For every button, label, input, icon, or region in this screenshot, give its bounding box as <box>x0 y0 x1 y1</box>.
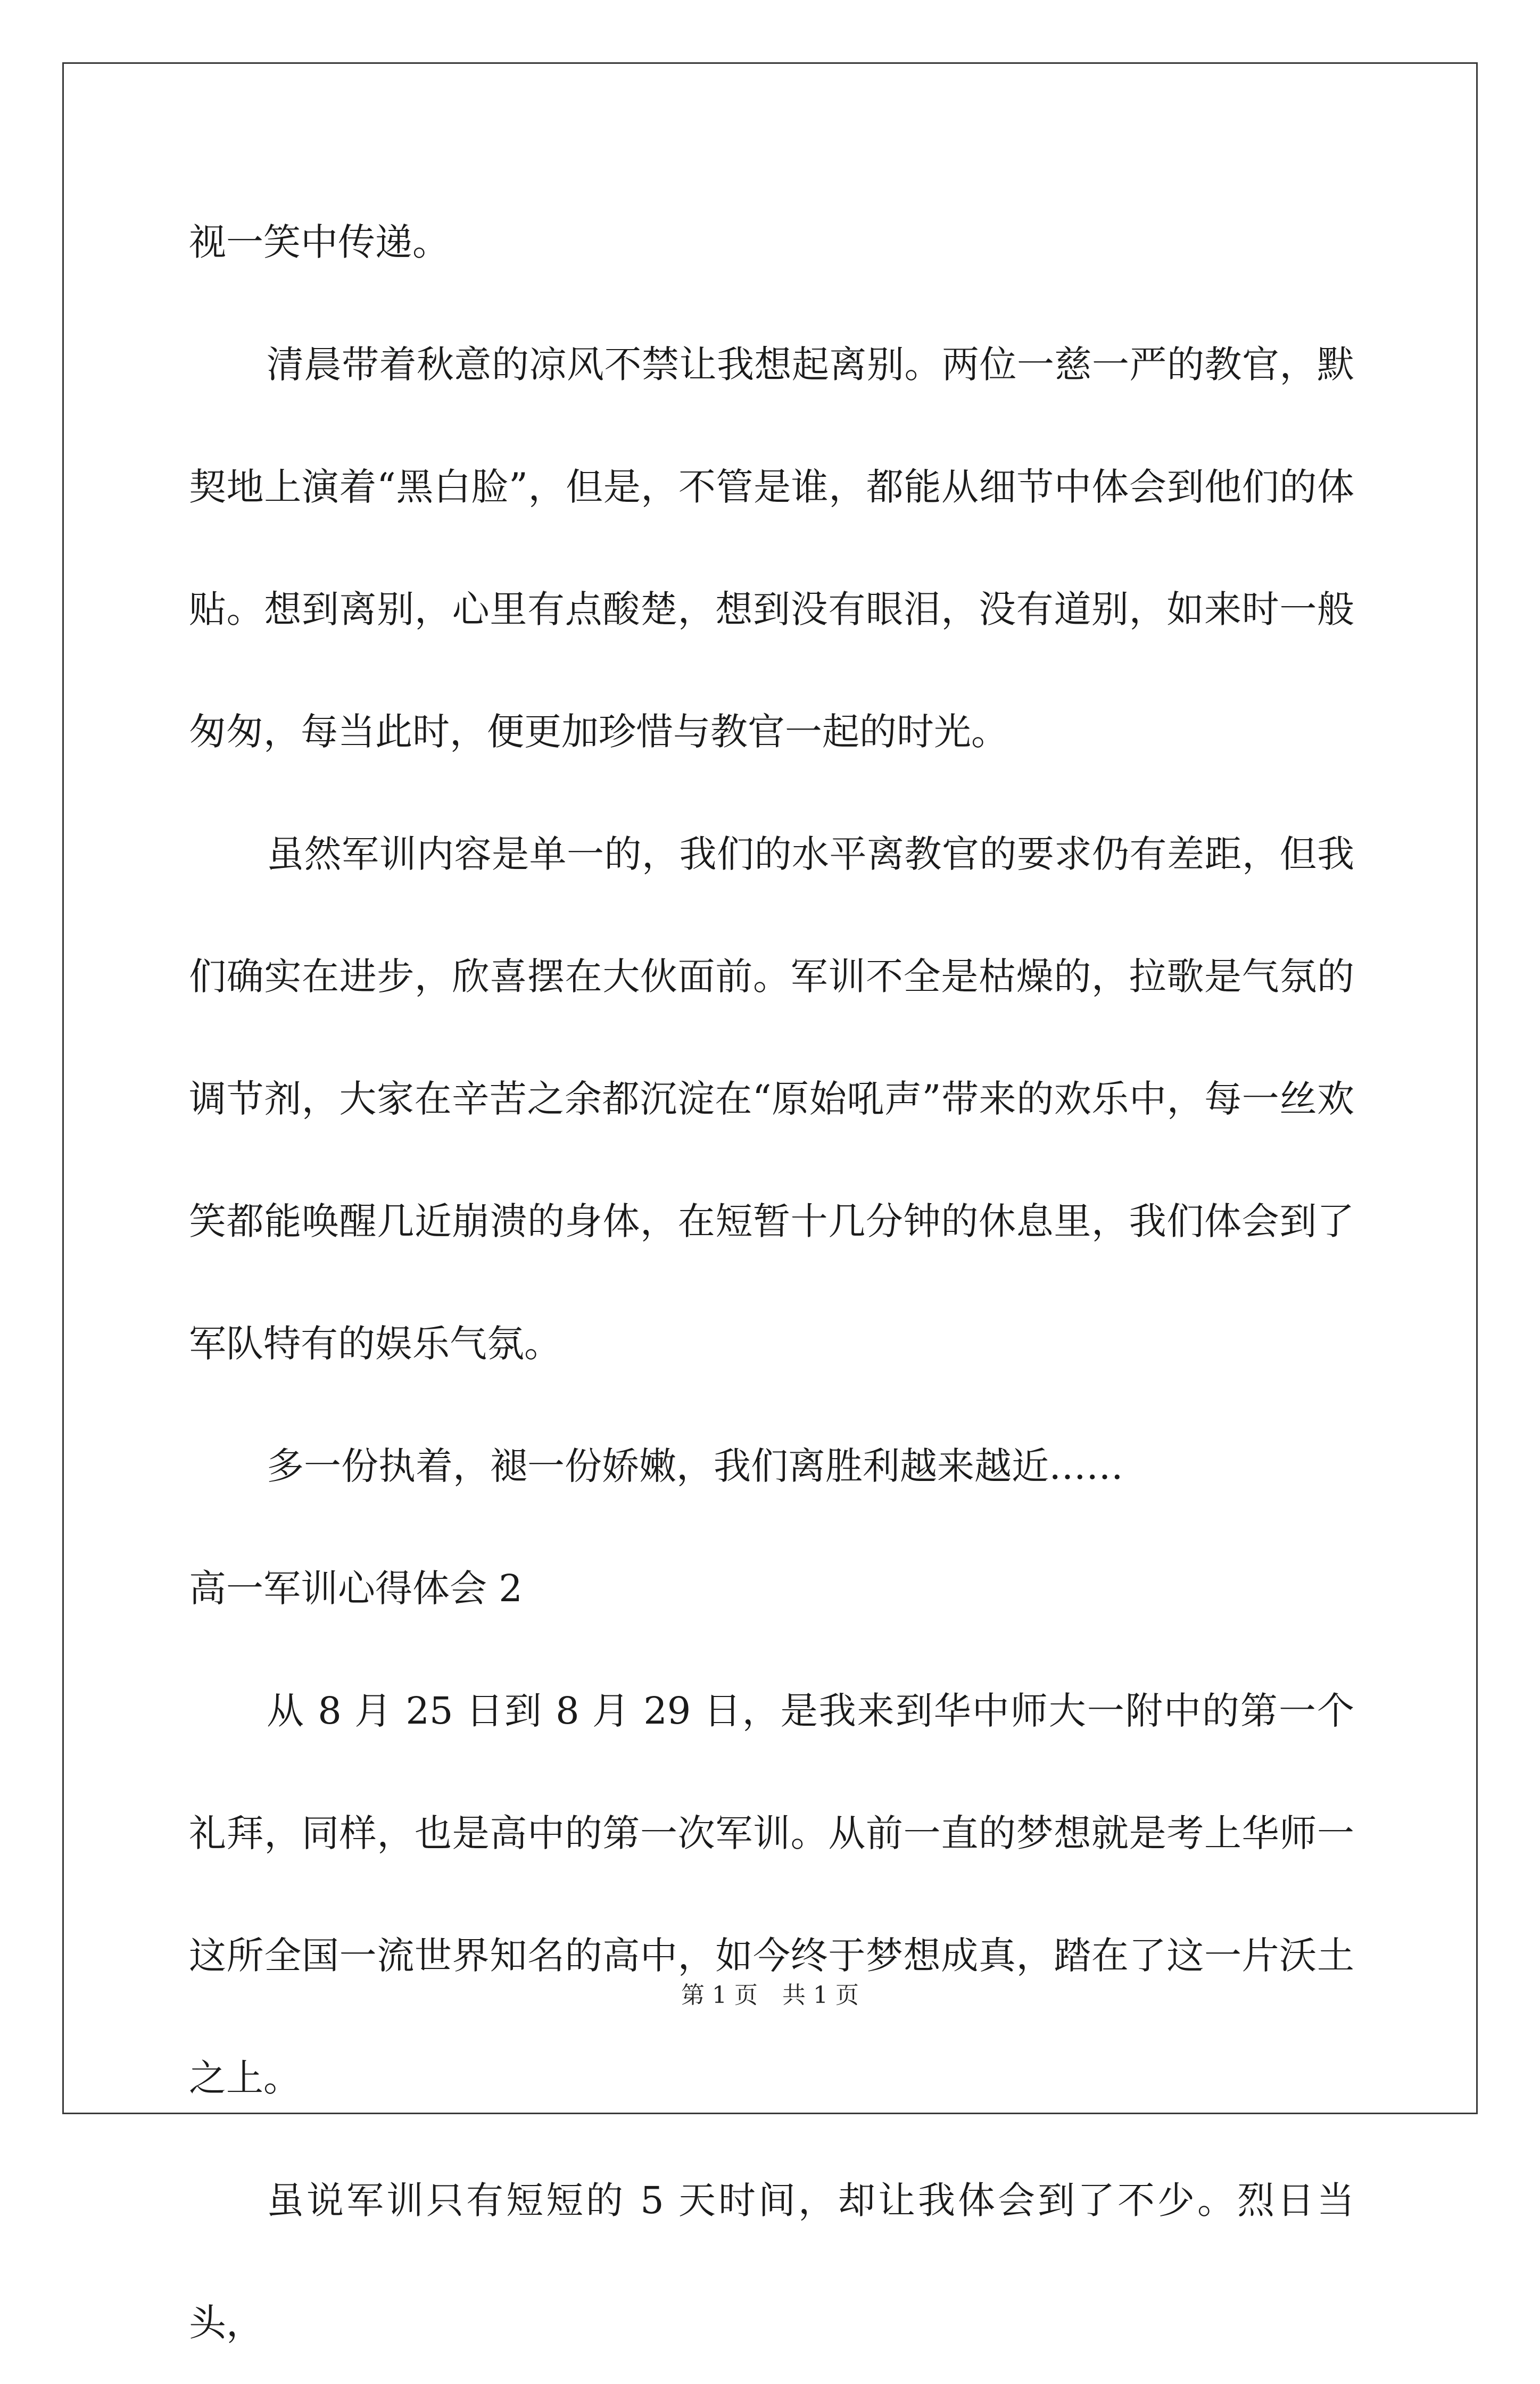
paragraph: 多一份执着，褪一份娇嫩，我们离胜利越来越近…… <box>267 1444 1123 1488</box>
paragraph: 从 8 月 25 日到 8 月 29 日，是我来到华中师大一附中的第一个礼拜，同样，也是高中的第一次军训。从前一直的梦想就是考上华师一这所全国一流世界知名的高中，如今终于梦想成真，踏在了这一片沃土之上。 <box>189 1689 1354 2100</box>
section-heading: 高一军训心得体会 2 <box>189 1567 523 1610</box>
paragraph: 虽然军训内容是单一的，我们的水平离教官的要求仍有差距，但我们确实在进步，欣喜摆在大伙面前。军训不全是枯燥的，拉歌是气氛的调节剂，大家在辛苦之余都沉淀在“原始吼声”带来的欢乐中，每一丝欢笑都能唤醒几近崩溃的身体，在短暂十几分钟的休息里，我们体会到了军队特有的娱乐气氛。 <box>189 832 1354 1365</box>
page-footer <box>0 1980 1540 2012</box>
page-total: 共 1 页 <box>782 1982 859 2009</box>
paragraph: 清晨带着秋意的凉风不禁让我想起离别。两位一慈一严的教官，默契地上演着“黑白脸”，但是，不管是谁，都能从细节中体会到他们的体贴。想到离别，心里有点酸楚，想到没有眼泪，没有道别，如来时一般匆匆，每当此时，便更加珍惜与教官一起的时光。 <box>189 343 1354 754</box>
paragraph: 虽说军训只有短短的 5 天时间，却让我体会到了不少。烈日当头， <box>189 2179 1354 2345</box>
document-body <box>189 181 1354 2384</box>
page-number: 第 1 页 <box>681 1982 758 2009</box>
paragraph-continuation: 视一笑中传递。 <box>189 220 450 264</box>
